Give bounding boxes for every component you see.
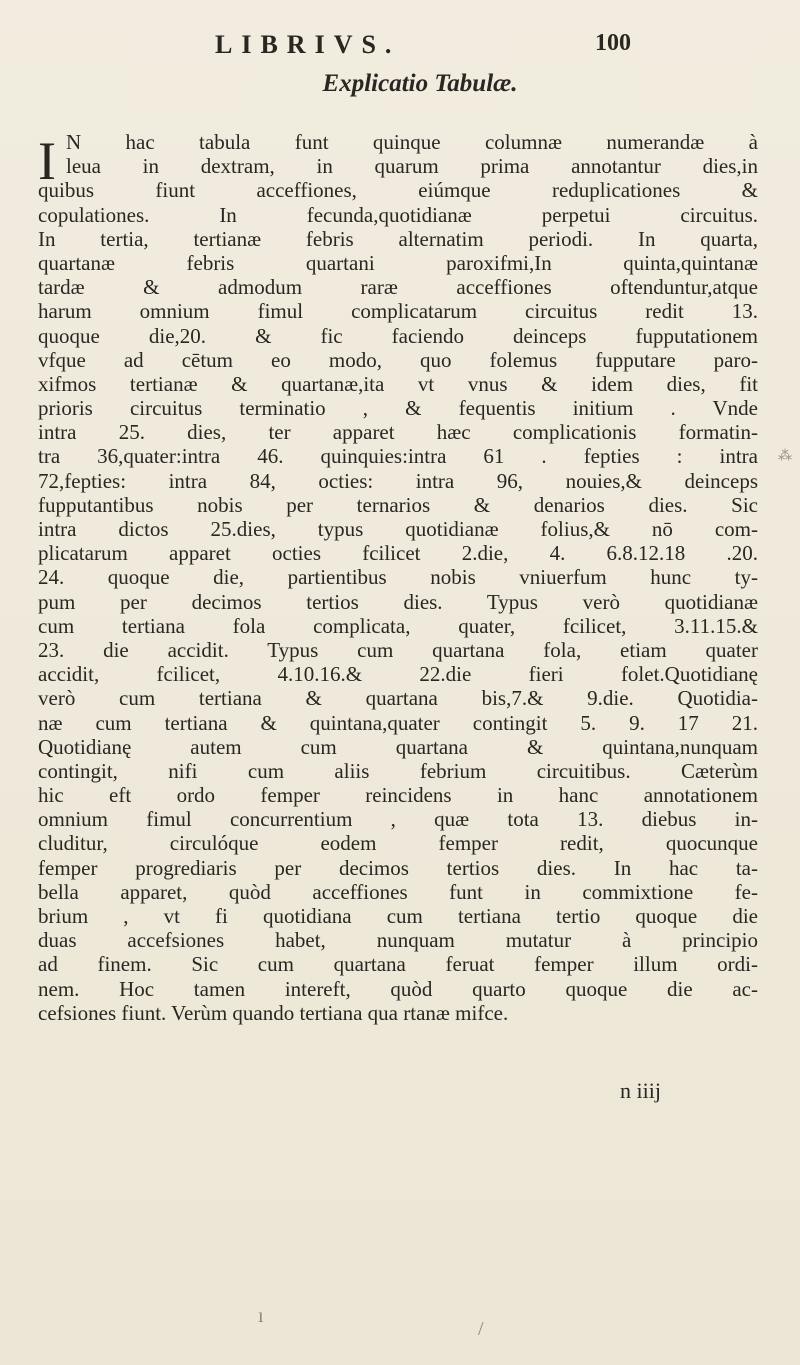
text-line: accidit, fcilicet, 4.10.16.& 22.die fieri folet.Quotidianę — [38, 662, 758, 687]
text-line: leua in dextram, in quarum prima annotantur dies,in — [66, 154, 758, 179]
text-line: tardæ & admodum raræ acceffiones oftenduntur,atque — [38, 275, 758, 300]
text-line: quoque die,20. & fic faciendo deinceps fupputationem — [38, 323, 758, 348]
text-line: duas accefsiones habet, nunquam mutatur à principio — [38, 928, 758, 953]
body-text — [38, 130, 758, 1025]
section-title: Explicatio Tabulæ. — [322, 70, 518, 97]
text-line: copulationes. In fecunda,quotidianæ perpetui circuitus. — [38, 202, 758, 227]
text-lines — [38, 130, 758, 1025]
text-line: bella apparet, quòd acceffiones funt in commixtione fe- — [38, 879, 758, 904]
running-head-title: LIBRIVS. — [215, 30, 401, 59]
text-line: Quotidianę autem cum quartana & quintana,nunquam — [38, 734, 758, 759]
text-line: 72,fepties: intra 84, octies: intra 96, nouies,& deinceps — [38, 468, 758, 493]
text-line: cluditur, circulóque eodem femper redit, quocunque — [38, 831, 758, 856]
drop-cap: I — [38, 131, 56, 191]
stray-ink-mark: ı — [258, 1305, 264, 1327]
text-line: vfque ad cētum eo modo, quo folemus fupputare paro- — [38, 347, 758, 372]
stray-ink-mark: / — [478, 1318, 484, 1340]
text-line: hic eft ordo femper reincidens in hanc annotationem — [38, 783, 758, 808]
signature-mark: n iiij — [620, 1078, 661, 1103]
page-number: 100 — [595, 30, 631, 56]
text-line: 23. die accidit. Typus cum quartana fola, etiam quater — [38, 637, 758, 662]
text-line: plicatarum apparet octies fcilicet 2.die, 4. 6.8.12.18 .20. — [38, 541, 758, 566]
text-line: intra 25. dies, ter apparet hæc complicationis formatin- — [38, 420, 758, 445]
text-line: nem. Hoc tamen intereft, quòd quarto quoque die ac- — [38, 976, 758, 1001]
text-line: quibus fiunt acceffiones, eiúmque reduplicationes & — [38, 178, 758, 203]
text-line: quartanæ febris quartani paroxifmi,In quinta,quintanæ — [38, 250, 758, 275]
text-line: contingit, nifi cum aliis febrium circuitibus. Cæterùm — [38, 758, 758, 783]
text-line: ad finem. Sic cum quartana feruat femper illum ordi- — [38, 952, 758, 977]
text-line: xifmos tertianæ & quartanæ,ita vt vnus & idem dies, fit — [38, 371, 758, 396]
text-line: prioris circuitus terminatio , & fequentis initium . Vnde — [38, 396, 758, 421]
margin-mark: ⁂ — [778, 449, 792, 464]
text-line: brium , vt fi quotidiana cum tertiana tertio quoque die — [38, 904, 758, 928]
text-line: verò cum tertiana & quartana bis,7.& 9.die. Quotidia- — [38, 686, 758, 711]
text-line: fupputantibus nobis per ternarios & denarios dies. Sic — [38, 492, 758, 517]
text-line: pum per decimos tertios dies. Typus verò quotidianæ — [38, 589, 758, 614]
text-line: intra dictos 25.dies, typus quotidianæ folius,& nō com- — [38, 517, 758, 541]
text-line: omnium fimul concurrentium , quæ tota 13. diebus in- — [38, 807, 758, 832]
text-line: cefsiones fiunt. Verùm quando tertiana qua rtanæ mifce. — [38, 1000, 509, 1025]
text-line: In tertia, tertianæ febris alternatim periodi. In quarta, — [38, 226, 758, 251]
text-line: harum omnium fimul complicatarum circuitus redit 13. — [38, 299, 758, 324]
running-head — [0, 30, 800, 70]
text-line: femper progrediaris per decimos tertios dies. In hac ta- — [38, 855, 758, 880]
text-line: N hac tabula funt quinque columnæ numerandæ à — [66, 130, 758, 154]
text-line: 24. quoque die, partientibus nobis vniuerfum hunc ty- — [38, 565, 758, 590]
text-line: næ cum tertiana & quintana,quater contingit 5. 9. 17 21. — [38, 710, 758, 735]
text-line: tra 36,quater:intra 46. quinquies:intra 61 . fepties : intra — [38, 444, 758, 469]
text-line: cum tertiana fola complicata, quater, fcilicet, 3.11.15.& — [38, 613, 758, 638]
